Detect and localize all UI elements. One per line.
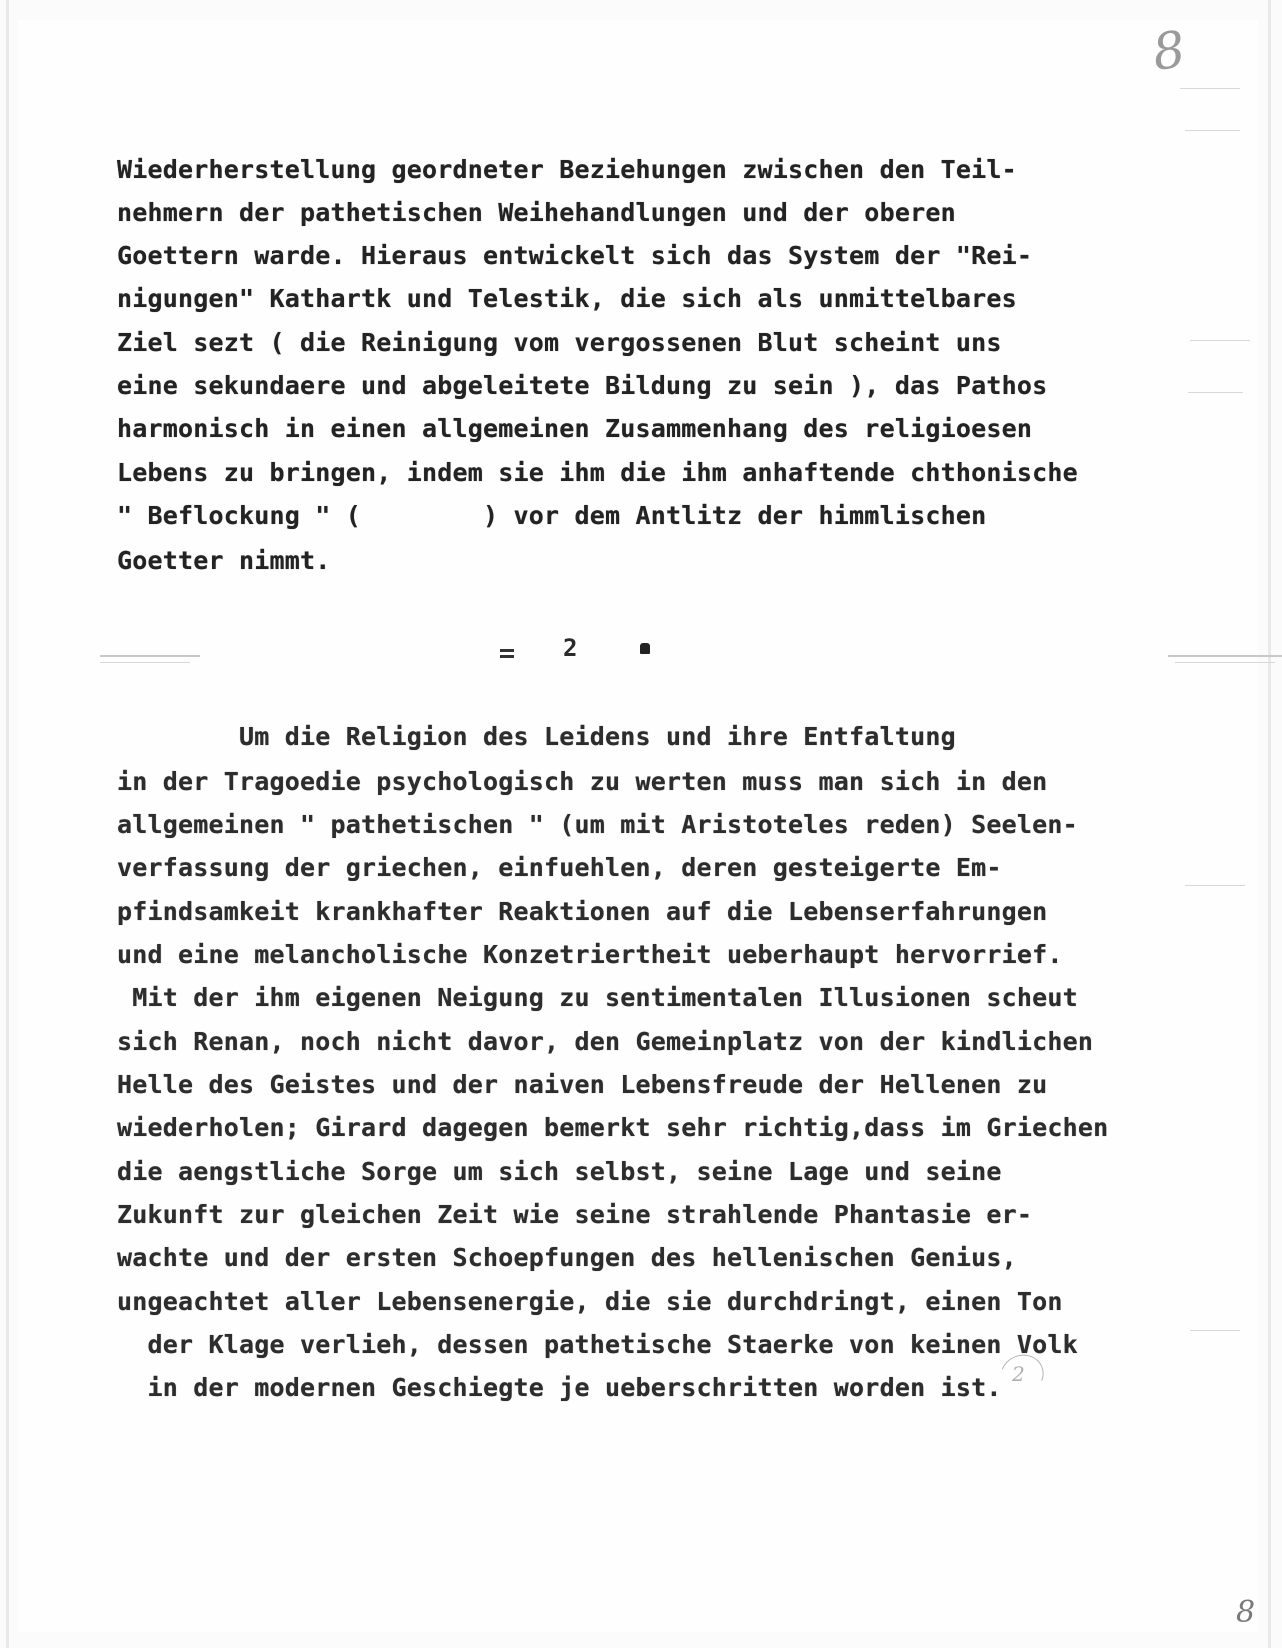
left-margin-mark — [100, 655, 200, 657]
text-line: Ziel sezt ( die Reinigung vom vergossenen Blut scheint uns — [117, 328, 1002, 357]
text-line: sich Renan, noch nicht davor, den Gemeinplatz von der kindlichen — [117, 1027, 1094, 1056]
scan-edge-right — [1268, 0, 1271, 1648]
text-line: Lebens zu bringen, indem sie ihm die ihm anhaftende chthonische — [117, 458, 1078, 487]
scan-edge-left — [6, 0, 9, 1648]
text-line: allgemeinen " pathetischen " (um mit Aristoteles reden) Seelen- — [117, 810, 1078, 839]
text-line: in der Tragoedie psychologisch zu werten muss man sich in den — [117, 767, 1048, 796]
text-line: ungeachtet aller Lebensenergie, die sie durchdringt, einen Ton — [117, 1287, 1063, 1316]
handwritten-page-number-top: 8 — [1149, 20, 1189, 82]
text-line: nigungen" Kathartk und Telestik, die sich als unmittelbares — [117, 284, 1017, 313]
right-margin-mark — [1180, 88, 1240, 89]
left-margin-mark — [100, 662, 190, 663]
text-line: harmonisch in einen allgemeinen Zusammenhang des religioesen — [117, 414, 1033, 443]
text-line: Mit der ihm eigenen Neigung zu sentimentalen Illusionen scheut — [117, 983, 1078, 1012]
section-separator — [500, 655, 514, 658]
right-margin-mark — [1190, 340, 1250, 341]
text-line: Um die Religion des Leidens und ihre Entfaltung — [117, 722, 956, 751]
text-line: pfindsamkeit krankhafter Reaktionen auf die Lebenserfahrungen — [117, 897, 1048, 926]
text-line: eine sekundaere und abgeleitete Bildung zu sein ), das Pathos — [117, 371, 1048, 400]
text-line: wiederholen; Girard dagegen bemerkt sehr richtig,dass im Griechen — [117, 1113, 1109, 1142]
text-line: Goettern warde. Hieraus entwickelt sich das System der "Rei- — [117, 241, 1033, 270]
section-separator — [500, 649, 514, 652]
right-margin-mark — [1168, 655, 1282, 657]
text-line: in der modernen Geschiegte je ueberschritten worden ist. — [117, 1373, 1002, 1402]
handwritten-margin-annotation: 2 — [1012, 1362, 1025, 1386]
text-line: verfassung der griechen, einfuehlen, deren gesteigerte Em- — [117, 853, 1002, 882]
text-line: und eine melancholische Konzetriertheit ueberhaupt hervorrief. — [117, 940, 1063, 969]
text-line: wachte und der ersten Schoepfungen des hellenischen Genius, — [117, 1243, 1017, 1272]
right-margin-mark — [1185, 130, 1240, 131]
section-dot — [640, 643, 650, 654]
text-line: Wiederherstellung geordneter Beziehungen zwischen den Teil- — [117, 155, 1017, 184]
handwritten-page-number-bottom: 8 — [1236, 1595, 1256, 1630]
text-line: nehmern der pathetischen Weihehandlungen und der oberen — [117, 198, 956, 227]
text-line: Goetter nimmt. — [117, 546, 331, 575]
right-margin-mark — [1175, 662, 1275, 663]
right-margin-mark — [1190, 1330, 1240, 1331]
right-margin-mark — [1185, 885, 1245, 886]
text-line: die aengstliche Sorge um sich selbst, seine Lage und seine — [117, 1157, 1002, 1186]
text-line: Helle des Geistes und der naiven Lebensfreude der Hellenen zu — [117, 1070, 1048, 1099]
text-line: der Klage verlieh, dessen pathetische Staerke von keinen Volk — [117, 1330, 1078, 1359]
text-line: " Beflockung " ( ) vor dem Antlitz der himmlischen — [117, 501, 987, 530]
section-number: 2 — [563, 634, 578, 662]
right-margin-mark — [1188, 392, 1243, 393]
text-line: Zukunft zur gleichen Zeit wie seine strahlende Phantasie er- — [117, 1200, 1033, 1229]
